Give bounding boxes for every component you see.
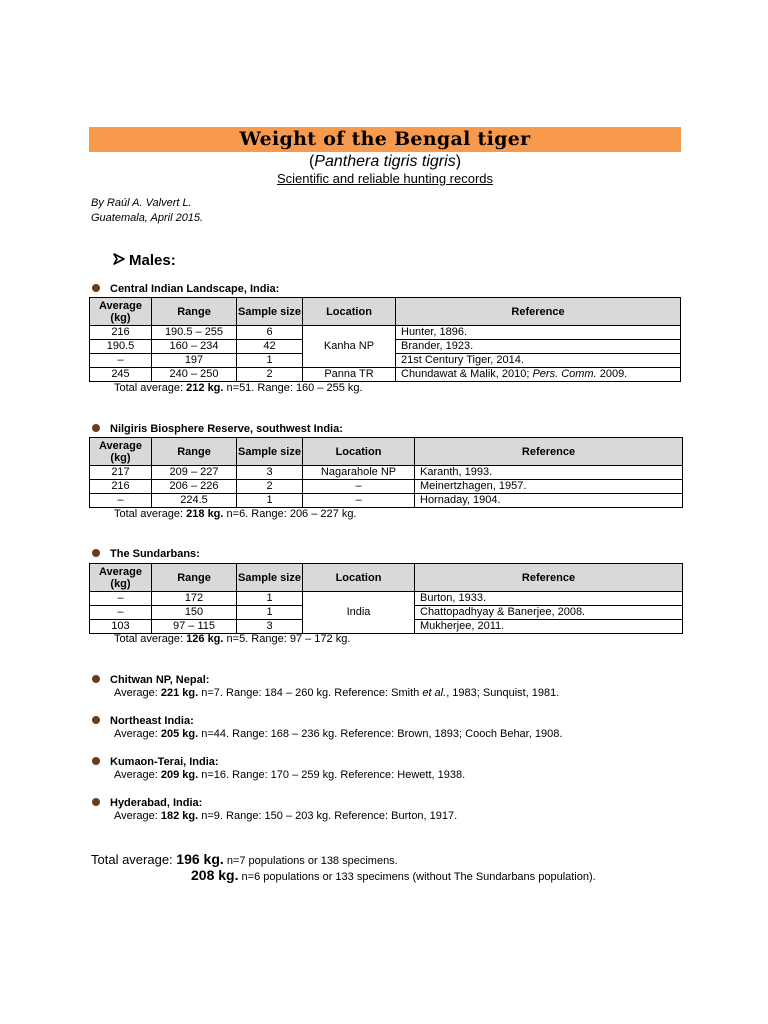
section-heading-sundarbans: The Sundarbans: xyxy=(92,548,200,560)
col-header-reference: Reference xyxy=(415,438,683,466)
col-header-sample: Sample size xyxy=(237,438,303,466)
total-average-sundarbans: Total average: 126 kg. n=5. Range: 97 – 172 kg. xyxy=(114,633,351,645)
section-heading-northeast: Northeast India: xyxy=(92,715,194,727)
col-header-location: Location xyxy=(303,298,396,326)
byline xyxy=(91,196,203,226)
col-header-range: Range xyxy=(152,438,237,466)
col-header-average: Average (kg) xyxy=(90,564,152,592)
average-line-northeast: Average: 205 kg. n=44. Range: 168 – 236 kg. Reference: Brown, 1893; Cooch Behar, 1908. xyxy=(114,728,563,740)
bullet-icon xyxy=(92,549,100,557)
bullet-icon xyxy=(92,757,100,765)
section-heading-nilgiris: Nilgiris Biosphere Reserve, southwest India: xyxy=(92,423,343,435)
col-header-location: Location xyxy=(303,564,415,592)
title-banner xyxy=(89,127,681,152)
col-header-reference: Reference xyxy=(415,564,683,592)
grand-total-line-1: Total average: 196 kg. n=7 populations or 138 specimens. xyxy=(91,851,398,867)
col-header-sample: Sample size xyxy=(237,564,303,592)
author: By Raúl A. Valvert L. xyxy=(91,197,192,209)
table-row: 103 97 – 115 3 Mukherjee, 2011. xyxy=(90,620,683,634)
total-average-central: Total average: 212 kg. n=51. Range: 160 – 255 kg. xyxy=(114,382,363,394)
table-sundarbans xyxy=(89,563,683,634)
table-row: – 150 1 Chattopadhyay & Banerjee, 2008. xyxy=(90,606,683,620)
table-row: – 224.5 1 – Hornaday, 1904. xyxy=(90,494,683,508)
table-row: 245 240 – 250 2 Panna TR Chundawat & Malik, 2010; Pers. Comm. 2009. xyxy=(90,368,681,382)
table-central-india xyxy=(89,297,681,382)
bullet-icon xyxy=(92,716,100,724)
merged-location-cell: India xyxy=(303,592,415,634)
scientific-name-line: (Panthera tigris tigris) xyxy=(308,153,462,170)
males-label: Males: xyxy=(129,252,176,269)
average-line-kumaon: Average: 209 kg. n=16. Range: 170 – 259 kg. Reference: Hewett, 1938. xyxy=(114,769,466,781)
table-row: 217 209 – 227 3 Nagarahole NP Karanth, 1993. xyxy=(90,466,683,480)
average-line-hyderabad: Average: 182 kg. n=9. Range: 150 – 203 kg. Reference: Burton, 1917. xyxy=(114,810,458,822)
arrow-bullet-icon xyxy=(113,252,129,269)
col-header-range: Range xyxy=(152,564,237,592)
total-average-nilgiris: Total average: 218 kg. n=6. Range: 206 – 227 kg. xyxy=(114,508,357,520)
col-header-average: Average (kg) xyxy=(90,438,152,466)
page-title: Weight of the Bengal tiger xyxy=(239,128,531,150)
table-row: 216 206 – 226 2 – Meinertzhagen, 1957. xyxy=(90,480,683,494)
section-heading-central: Central Indian Landscape, India: xyxy=(92,283,279,295)
table-row: – 197 1 21st Century Tiger, 2014. xyxy=(90,354,681,368)
males-heading xyxy=(113,252,176,269)
col-header-sample: Sample size xyxy=(237,298,303,326)
col-header-average: Average (kg) xyxy=(90,298,152,326)
place-date: Guatemala, April 2015. xyxy=(91,212,204,224)
col-header-range: Range xyxy=(152,298,237,326)
merged-location-cell: Kanha NP xyxy=(303,326,396,368)
table-nilgiris xyxy=(89,437,683,508)
col-header-location: Location xyxy=(303,438,415,466)
bullet-icon xyxy=(92,798,100,806)
section-heading-kumaon: Kumaon-Terai, India: xyxy=(92,756,219,768)
bullet-icon xyxy=(92,284,100,292)
table-row: – 172 1 India Burton, 1933. xyxy=(90,592,683,606)
average-line-chitwan: Average: 221 kg. n=7. Range: 184 – 260 kg. Reference: Smith et al., 1983; Sunquist, 1981. xyxy=(114,687,560,699)
subtitle: Scientific and reliable hunting records xyxy=(276,171,494,186)
section-heading-chitwan: Chitwan NP, Nepal: xyxy=(92,674,209,686)
scientific-name: Panthera tigris tigris xyxy=(314,153,456,170)
bullet-icon xyxy=(92,424,100,432)
grand-total-line-2: 208 kg. n=6 populations or 133 specimens (without The Sundarbans population). xyxy=(191,867,596,883)
bullet-icon xyxy=(92,675,100,683)
table-row: 216 190.5 – 255 6 Kanha NP Hunter, 1896. xyxy=(90,326,681,340)
col-header-reference: Reference xyxy=(396,298,681,326)
section-heading-hyderabad: Hyderabad, India: xyxy=(92,797,202,809)
table-row: 190.5 160 – 234 42 Brander, 1923. xyxy=(90,340,681,354)
